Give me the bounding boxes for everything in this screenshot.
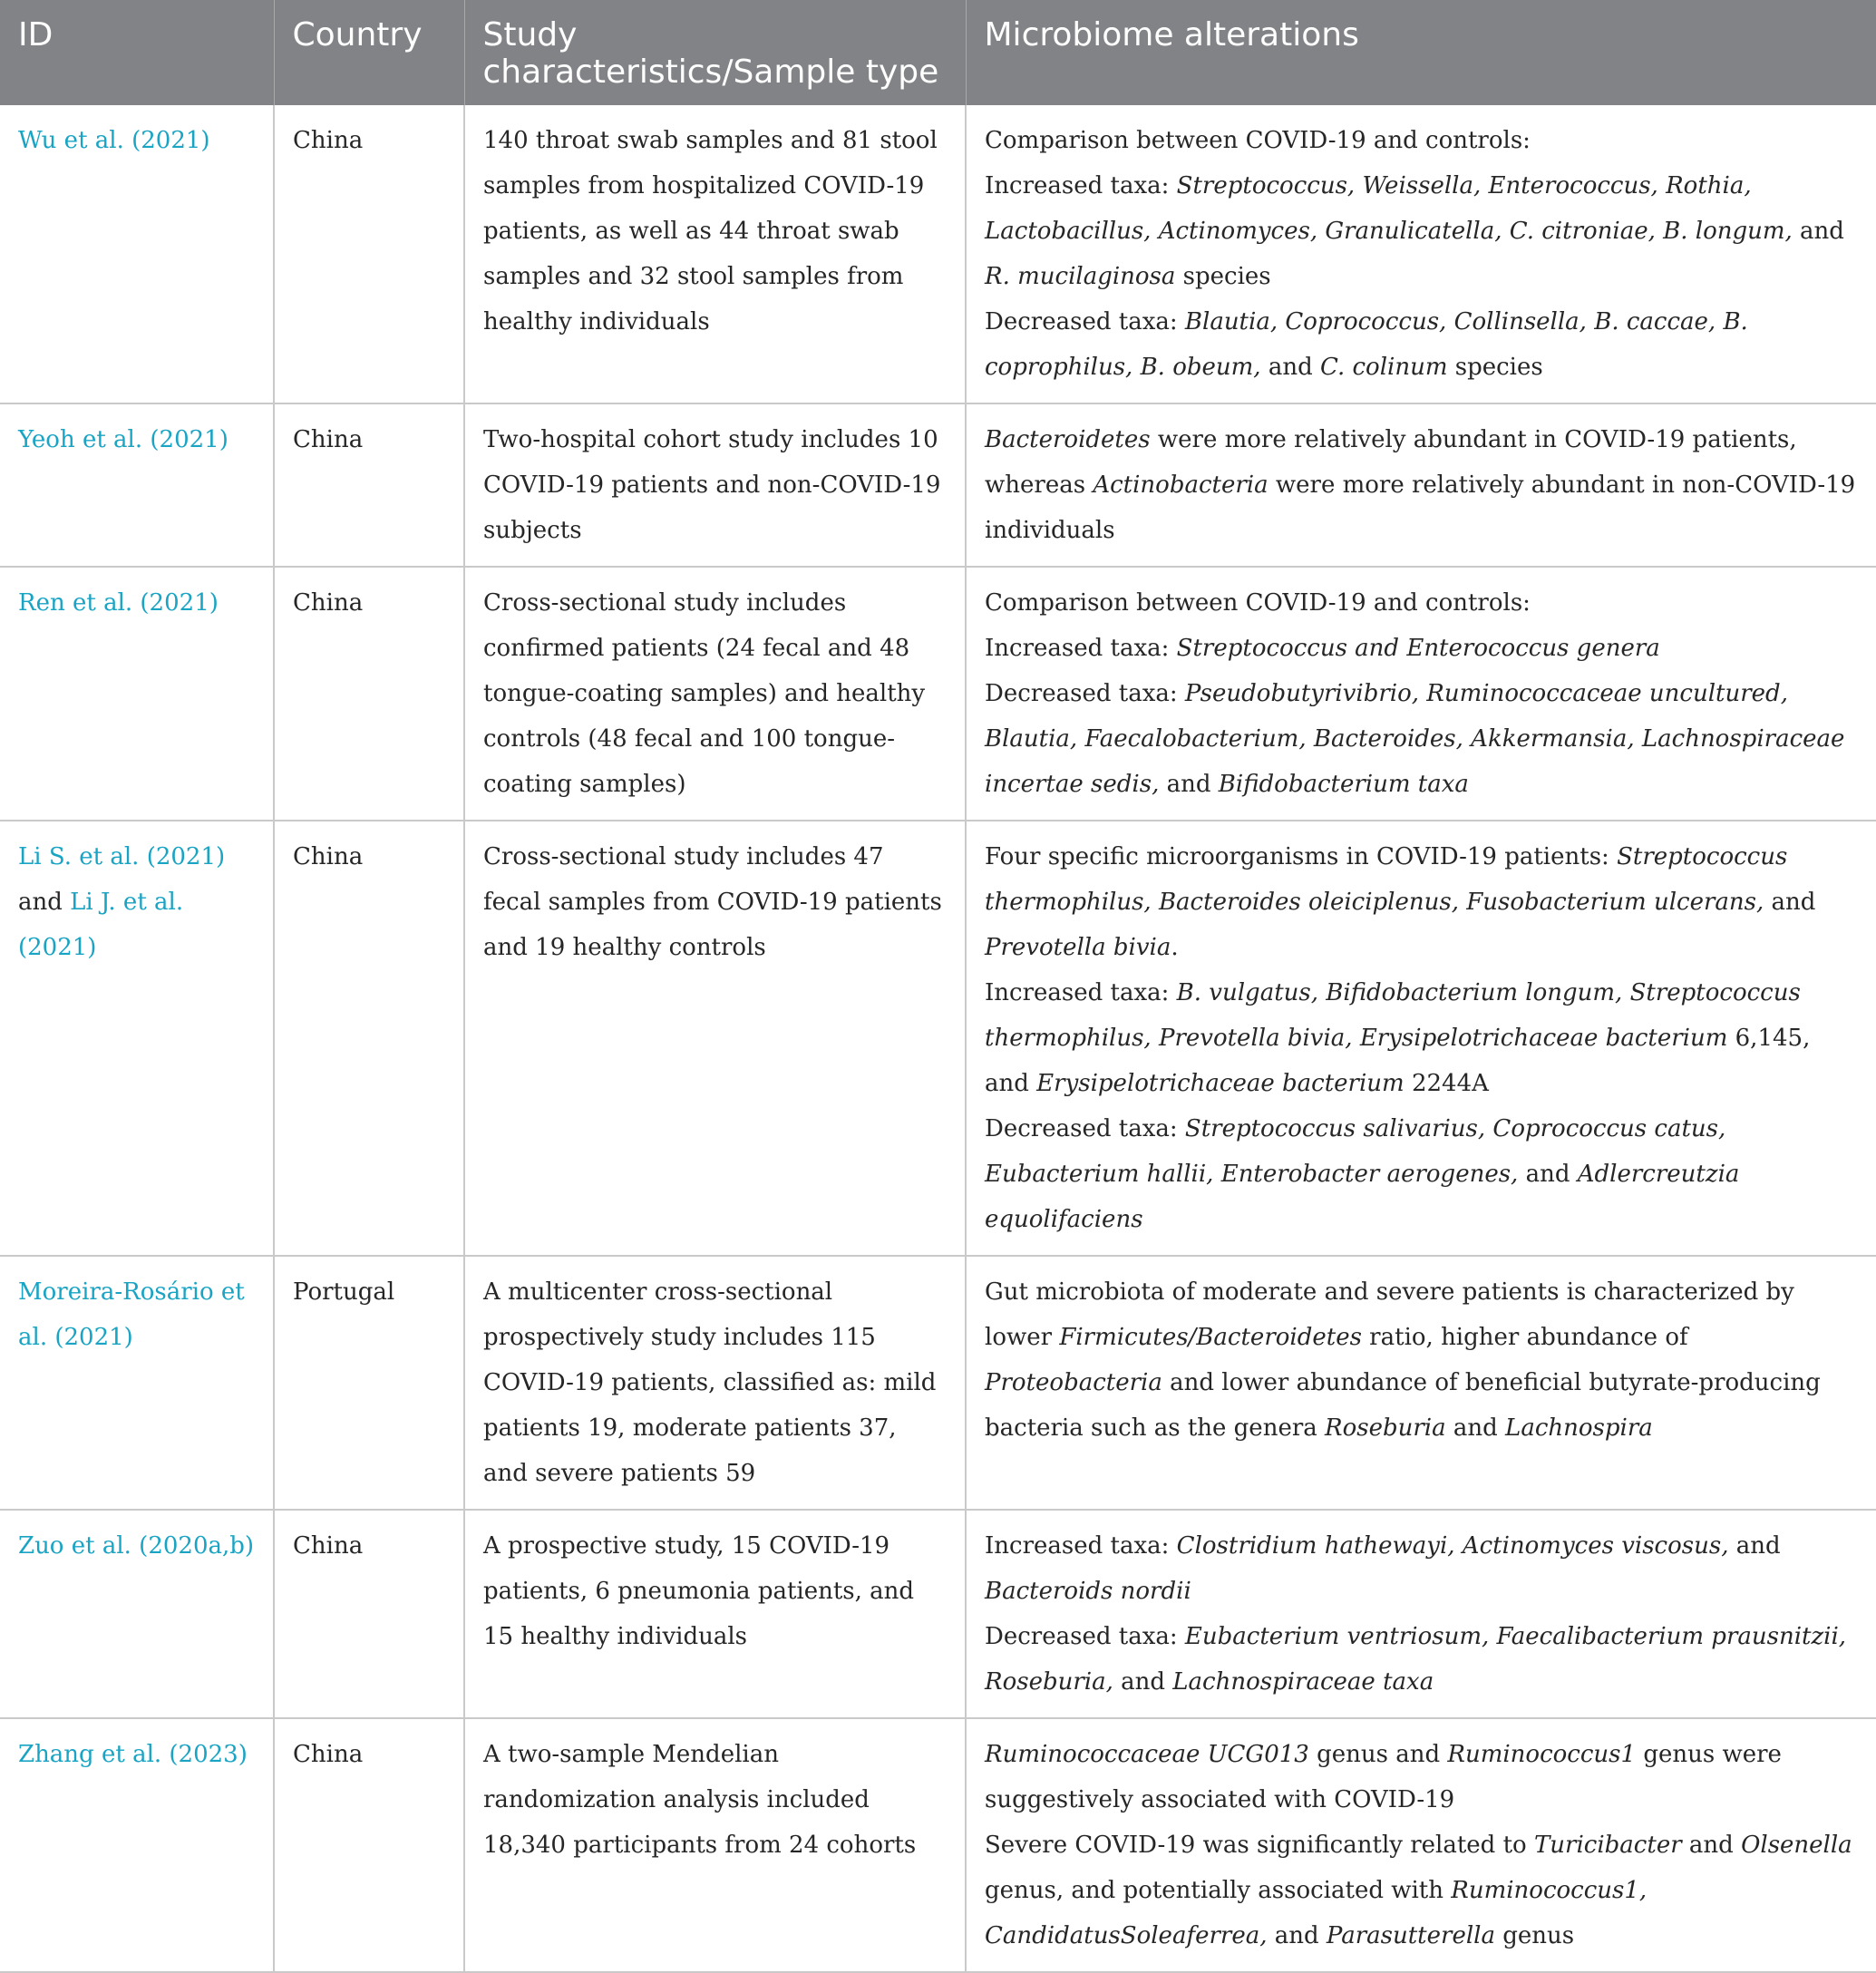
text: and: [1792, 218, 1844, 245]
alt-decreased: [985, 1106, 1858, 1242]
text: genus were suggestively associated with COVID-19: [985, 1741, 1782, 1813]
reference-link[interactable]: Li J. et al. (2021): [18, 889, 184, 961]
taxa: Olsenella: [1741, 1832, 1852, 1859]
taxa: Lachnospiraceae taxa: [1172, 1668, 1434, 1696]
taxa: Streptococcus, Weissella, Enterococcus, Rothia, Lactobacillus, Actinomyces, Granulicatella, C. citroniae, B. longum,: [985, 172, 1793, 245]
text: and: [1728, 1532, 1781, 1560]
decreased-label: Decreased taxa:: [985, 1623, 1185, 1650]
reference-link[interactable]: Zhang et al. (2023): [18, 1741, 248, 1768]
taxa: Bacteroidetes: [985, 426, 1151, 453]
header-id: ID: [0, 0, 274, 105]
taxa: Prevotella bivia: [985, 934, 1171, 961]
taxa: Ruminococcus1: [1447, 1741, 1637, 1768]
reference-link[interactable]: Wu et al. (2021): [18, 127, 210, 154]
taxa: Ruminococcus1, CandidatusSoleaferrea,: [985, 1877, 1648, 1949]
alt-increased: [985, 1523, 1858, 1614]
text: were more relatively abundant in non-COVID-19 individuals: [985, 471, 1856, 544]
alt-increased: [985, 163, 1858, 299]
alt-line: [985, 1822, 1858, 1958]
cell-country: China: [274, 1718, 464, 1972]
text: and: [1764, 889, 1816, 916]
cell-id: [0, 1256, 274, 1510]
cell-alterations: [966, 1510, 1876, 1718]
text: species: [1447, 354, 1543, 381]
cell-study: Cross-sectional study includes 47 fecal samples from COVID-19 patients and 19 healthy controls: [464, 821, 966, 1256]
text: genus, and potentially associated with: [985, 1877, 1452, 1904]
text: and: [18, 889, 71, 916]
reference-link[interactable]: Li S. et al. (2021): [18, 843, 226, 870]
taxa: Eubacterium ventriosum, Faecalibacterium prausnitzii, Roseburia,: [985, 1623, 1847, 1696]
decreased-label: Decreased taxa:: [985, 1115, 1185, 1142]
cell-id: [0, 567, 274, 821]
cell-alterations: [966, 567, 1876, 821]
cell-country: China: [274, 821, 464, 1256]
text: Four specific microorganisms in COVID-19 patients:: [985, 843, 1618, 870]
taxa: Bifidobacterium taxa: [1218, 771, 1469, 798]
increased-label: Increased taxa:: [985, 635, 1177, 662]
cell-study: 140 throat swab samples and 81 stool samples from hospitalized COVID-19 patients, as well as 44 throat swab samples and 32 stool samples from healthy individuals: [464, 105, 966, 403]
text: and: [1159, 771, 1219, 798]
text: genus and: [1308, 1741, 1448, 1768]
alt-intro: Comparison between COVID-19 and controls:: [985, 127, 1531, 154]
header-alterations: Microbiome alterations: [966, 0, 1876, 105]
text: genus: [1494, 1922, 1575, 1949]
increased-label: Increased taxa:: [985, 1532, 1177, 1560]
taxa: Blautia, Coprococcus, Collinsella, B. caccae, B. coprophilus, B. obeum,: [985, 308, 1748, 381]
text: and: [1113, 1668, 1173, 1696]
text: Gut microbiota of moderate and severe patients is characterized by lower: [985, 1278, 1794, 1351]
cell-alterations: [966, 105, 1876, 403]
taxa: Pseudobutyrivibrio, Ruminococcaceae uncultured, Blautia, Faecalobacterium, Bacteroides, Akkermansia, Lachnospiraceae incertae sedis,: [985, 680, 1845, 798]
text: and: [1518, 1161, 1578, 1188]
taxa: B. vulgatus, Bifidobacterium longum, Streptococcus thermophilus, Prevotella bivia, Erysipelotrichaceae bacterium: [985, 979, 1801, 1052]
alt-decreased: [985, 671, 1858, 807]
cell-study: A two-sample Mendelian randomization analysis included 18,340 participants from 24 cohorts: [464, 1718, 966, 1972]
header-study: Study characteristics/Sample type: [464, 0, 966, 105]
text: and: [1267, 1922, 1327, 1949]
taxa: Lachnospira: [1505, 1414, 1653, 1442]
text: Severe COVID-19 was significantly related to: [985, 1832, 1534, 1859]
table-row: [0, 821, 1876, 1256]
header-country: Country: [274, 0, 464, 105]
cell-country: China: [274, 567, 464, 821]
cell-country: China: [274, 403, 464, 567]
taxa: Bacteroids nordii: [985, 1578, 1191, 1605]
cell-study: A multicenter cross-sectional prospectively study includes 115 COVID-19 patients, classified as: mild patients 19, moderate patients 37, and severe patients 59: [464, 1256, 966, 1510]
text: were more relatively abundant in COVID-19 patients, whereas: [985, 426, 1797, 499]
text: and lower abundance of beneficial butyrate-producing bacteria such as the genera: [985, 1369, 1821, 1442]
decreased-label: Decreased taxa:: [985, 680, 1185, 707]
alt-decreased: [985, 1614, 1858, 1705]
text: ratio, higher abundance of: [1361, 1324, 1688, 1351]
text: and: [1260, 354, 1320, 381]
cell-study: Two-hospital cohort study includes 10 COVID-19 patients and non-COVID-19 subjects: [464, 403, 966, 567]
taxa: Proteobacteria: [985, 1369, 1162, 1396]
cell-study: A prospective study, 15 COVID-19 patients, 6 pneumonia patients, and 15 healthy individuals: [464, 1510, 966, 1718]
table-row: [0, 1510, 1876, 1718]
table-header-row: [0, 0, 1876, 105]
taxa: Actinobacteria: [1093, 471, 1268, 499]
table-row: [0, 105, 1876, 403]
taxa: Adlercreutzia equolifaciens: [985, 1161, 1740, 1233]
increased-label: Increased taxa:: [985, 172, 1177, 199]
taxa: Streptococcus salivarius, Coprococcus catus, Eubacterium hallii, Enterobacter aerogenes,: [985, 1115, 1726, 1188]
table-row: [0, 567, 1876, 821]
cell-study: Cross-sectional study includes confirmed patients (24 fecal and 48 tongue-coating samples) and healthy controls (48 fecal and 100 tongue-coating samples): [464, 567, 966, 821]
alt-intro: Comparison between COVID-19 and controls:: [985, 589, 1531, 617]
cell-country: China: [274, 105, 464, 403]
taxa: C. colinum: [1319, 354, 1448, 381]
text: .: [1171, 934, 1179, 961]
reference-link[interactable]: Yeoh et al. (2021): [18, 426, 228, 453]
taxa: Parasutterella: [1326, 1922, 1495, 1949]
cell-id: [0, 403, 274, 567]
reference-link[interactable]: Ren et al. (2021): [18, 589, 219, 617]
cell-id: [0, 821, 274, 1256]
taxa: R. mucilaginosa: [985, 263, 1176, 290]
alt-increased: [985, 970, 1858, 1106]
alt-line: [985, 1732, 1858, 1822]
taxa: Firmicutes/Bacteroidetes: [1059, 1324, 1362, 1351]
taxa: Clostridium hathewayi, Actinomyces viscosus,: [1176, 1532, 1729, 1560]
taxa: Erysipelotrichaceae bacterium: [1036, 1070, 1405, 1097]
table-row: [0, 403, 1876, 567]
alt-decreased: [985, 299, 1858, 390]
taxa: Roseburia: [1325, 1414, 1446, 1442]
cell-alterations: [966, 403, 1876, 567]
table-row: [0, 1718, 1876, 1972]
text: and: [1445, 1414, 1506, 1442]
cell-alterations: [966, 1256, 1876, 1510]
text: and: [1681, 1832, 1742, 1859]
alt-increased: [985, 626, 1858, 671]
text: species: [1175, 263, 1271, 290]
decreased-label: Decreased taxa:: [985, 308, 1185, 335]
cell-country: Portugal: [274, 1256, 464, 1510]
reference-link[interactable]: Moreira-Rosário et al. (2021): [18, 1278, 245, 1351]
cell-alterations: [966, 1718, 1876, 1972]
cell-country: China: [274, 1510, 464, 1718]
cell-id: [0, 1718, 274, 1972]
cell-id: [0, 105, 274, 403]
increased-label: Increased taxa:: [985, 979, 1177, 1006]
taxa: Ruminococcaceae UCG013: [985, 1741, 1309, 1768]
taxa: Streptococcus thermophilus, Bacteroides oleiciplenus, Fusobacterium ulcerans,: [985, 843, 1788, 916]
alt-intro: [985, 834, 1858, 970]
text: 2244A: [1404, 1070, 1489, 1097]
taxa: Streptococcus and Enterococcus genera: [1176, 635, 1660, 662]
text: 6,145, and: [985, 1025, 1811, 1097]
taxa: Turicibacter: [1533, 1832, 1682, 1859]
table-row: [0, 1256, 1876, 1510]
cell-alterations: [966, 821, 1876, 1256]
reference-link[interactable]: Zuo et al. (2020a,b): [18, 1532, 255, 1560]
cell-id: [0, 1510, 274, 1718]
